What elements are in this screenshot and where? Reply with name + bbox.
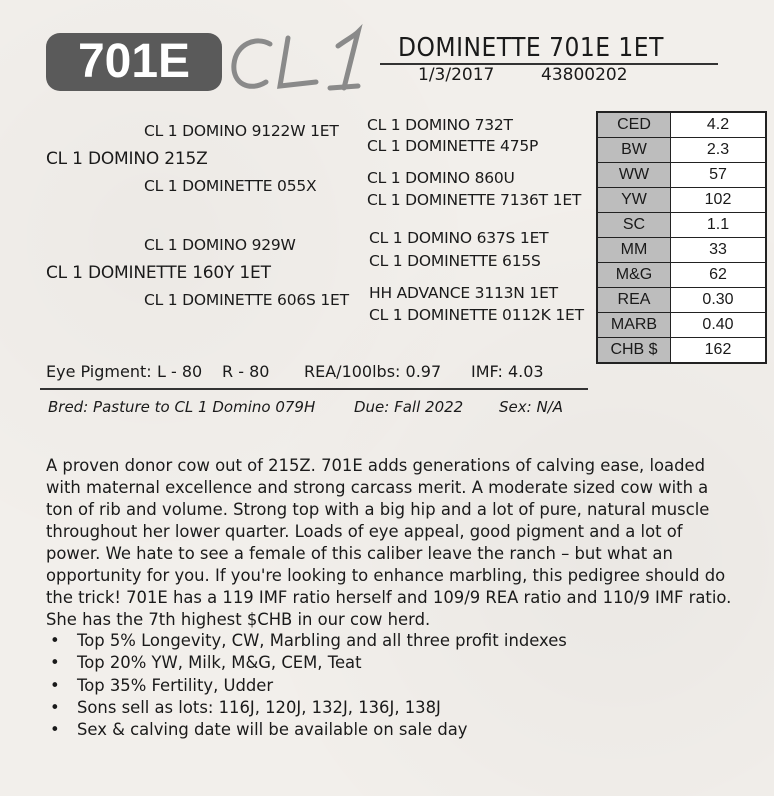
epd-row [597, 138, 766, 163]
eye-pigment-label: Eye Pigment: [46, 362, 152, 381]
epd-value: 1.1 [671, 213, 767, 238]
calf-sex: Sex: N/A [499, 398, 563, 416]
highlight-text: Top 35% Fertility, Udder [77, 675, 274, 695]
epd-label: BW [597, 138, 671, 163]
pedigree-dam-dam: CL 1 DOMINETTE 606S 1ET [144, 291, 349, 309]
bullet-dot-icon: • [50, 697, 60, 717]
highlight-text: Top 20% YW, Milk, M&G, CEM, Teat [77, 653, 362, 673]
highlight-text: Sex & calving date will be available on sale day [77, 720, 468, 740]
epd-row [597, 338, 766, 364]
epd-row [597, 188, 766, 213]
bullet-dot-icon: • [50, 631, 60, 650]
highlights-list [46, 630, 567, 741]
epd-row [597, 238, 766, 263]
epd-row [597, 288, 766, 313]
bred-info: Bred: Pasture to CL 1 Domino 079H [48, 398, 316, 416]
highlight-item [46, 697, 567, 719]
epd-row [597, 263, 766, 288]
highlight-text: Top 5% Longevity, CW, Marbling and all three profit indexes [77, 631, 567, 650]
epd-value: 62 [671, 263, 767, 288]
epd-row [597, 313, 766, 338]
epd-value: 2.3 [671, 138, 767, 163]
highlight-item [46, 630, 567, 652]
epd-label: WW [597, 163, 671, 188]
pedigree-dam-sire: CL 1 DOMINO 929W [144, 236, 296, 254]
imf-value: IMF: 4.03 [471, 362, 544, 381]
highlight-item [46, 652, 567, 674]
epd-label: MARB [597, 313, 671, 338]
pedigree-sire-sire: CL 1 DOMINO 9122W 1ET [144, 122, 339, 140]
registration-number: 43800202 [541, 65, 628, 85]
highlight-item [46, 675, 567, 697]
highlight-item [46, 719, 567, 741]
pedigree-ggp-7: HH ADVANCE 3113N 1ET [369, 284, 558, 302]
pedigree-ggp-2: CL 1 DOMINETTE 475P [367, 137, 539, 155]
epd-label: CHB $ [597, 338, 671, 364]
lot-number-badge: 701E [46, 33, 222, 91]
epd-value: 162 [671, 338, 767, 364]
epd-value: 0.30 [671, 288, 767, 313]
epd-row [597, 213, 766, 238]
pedigree-ggp-5: CL 1 DOMINO 637S 1ET [369, 229, 549, 247]
pedigree-ggp-8: CL 1 DOMINETTE 0112K 1ET [369, 306, 584, 324]
stats-underline [40, 388, 588, 390]
epd-label: YW [597, 188, 671, 213]
pedigree-sire: CL 1 DOMINO 215Z [46, 149, 208, 169]
bullet-dot-icon: • [50, 653, 60, 673]
rea-per-100lbs: REA/100lbs: 0.97 [304, 362, 442, 381]
epd-row [597, 163, 766, 188]
animal-name: DOMINETTE 701E 1ET [398, 33, 664, 63]
epd-value: 0.40 [671, 313, 767, 338]
pedigree-ggp-6: CL 1 DOMINETTE 615S [369, 252, 541, 270]
epd-row [597, 112, 766, 138]
due-date: Due: Fall 2022 [354, 398, 464, 416]
pedigree-ggp-4: CL 1 DOMINETTE 7136T 1ET [367, 191, 582, 209]
eye-pigment-right: R - 80 [222, 362, 270, 381]
pedigree-ggp-3: CL 1 DOMINO 860U [367, 169, 515, 187]
epd-label: MM [597, 238, 671, 263]
epd-value: 102 [671, 188, 767, 213]
epd-label: M&G [597, 263, 671, 288]
pedigree-ggp-1: CL 1 DOMINO 732T [367, 116, 513, 134]
description-paragraph: A proven donor cow out of 215Z. 701E adds generations of calving ease, loaded with maternal excellence and strong carcass merit. A moderate sized cow with a ton of rib and volume. Strong top with a big hip and a lot of pure, natural muscle throughout her lower quarter. Loads of eye appeal, good pigment and a lot of power. We hate to see a female of this caliber leave the ranch – but what an opportunity for you. If you're looking to enhance marbling, this pedigree should do the trick! 701E has a 119 IMF ratio herself and 109/9 REA ratio and 110/9 IMF ratio. She has the 7th highest $CHB in our cow herd. [46, 456, 732, 629]
highlight-text: Sons sell as lots: 116J, 120J, 132J, 136J, 138J [77, 697, 441, 717]
epd-value: 57 [671, 163, 767, 188]
pedigree-sire-dam: CL 1 DOMINETTE 055X [144, 177, 317, 195]
epd-value: 4.2 [671, 112, 767, 138]
pedigree-dam: CL 1 DOMINETTE 160Y 1ET [46, 263, 271, 283]
bullet-dot-icon: • [50, 720, 60, 740]
epd-label: CED [597, 112, 671, 138]
epd-table [596, 111, 767, 364]
epd-label: REA [597, 288, 671, 313]
birth-date: 1/3/2017 [418, 65, 495, 85]
eye-pigment-left: L - 80 [157, 362, 203, 381]
epd-value: 33 [671, 238, 767, 263]
epd-label: SC [597, 213, 671, 238]
cl1-brand-logo [226, 22, 386, 100]
bullet-dot-icon: • [50, 675, 60, 695]
